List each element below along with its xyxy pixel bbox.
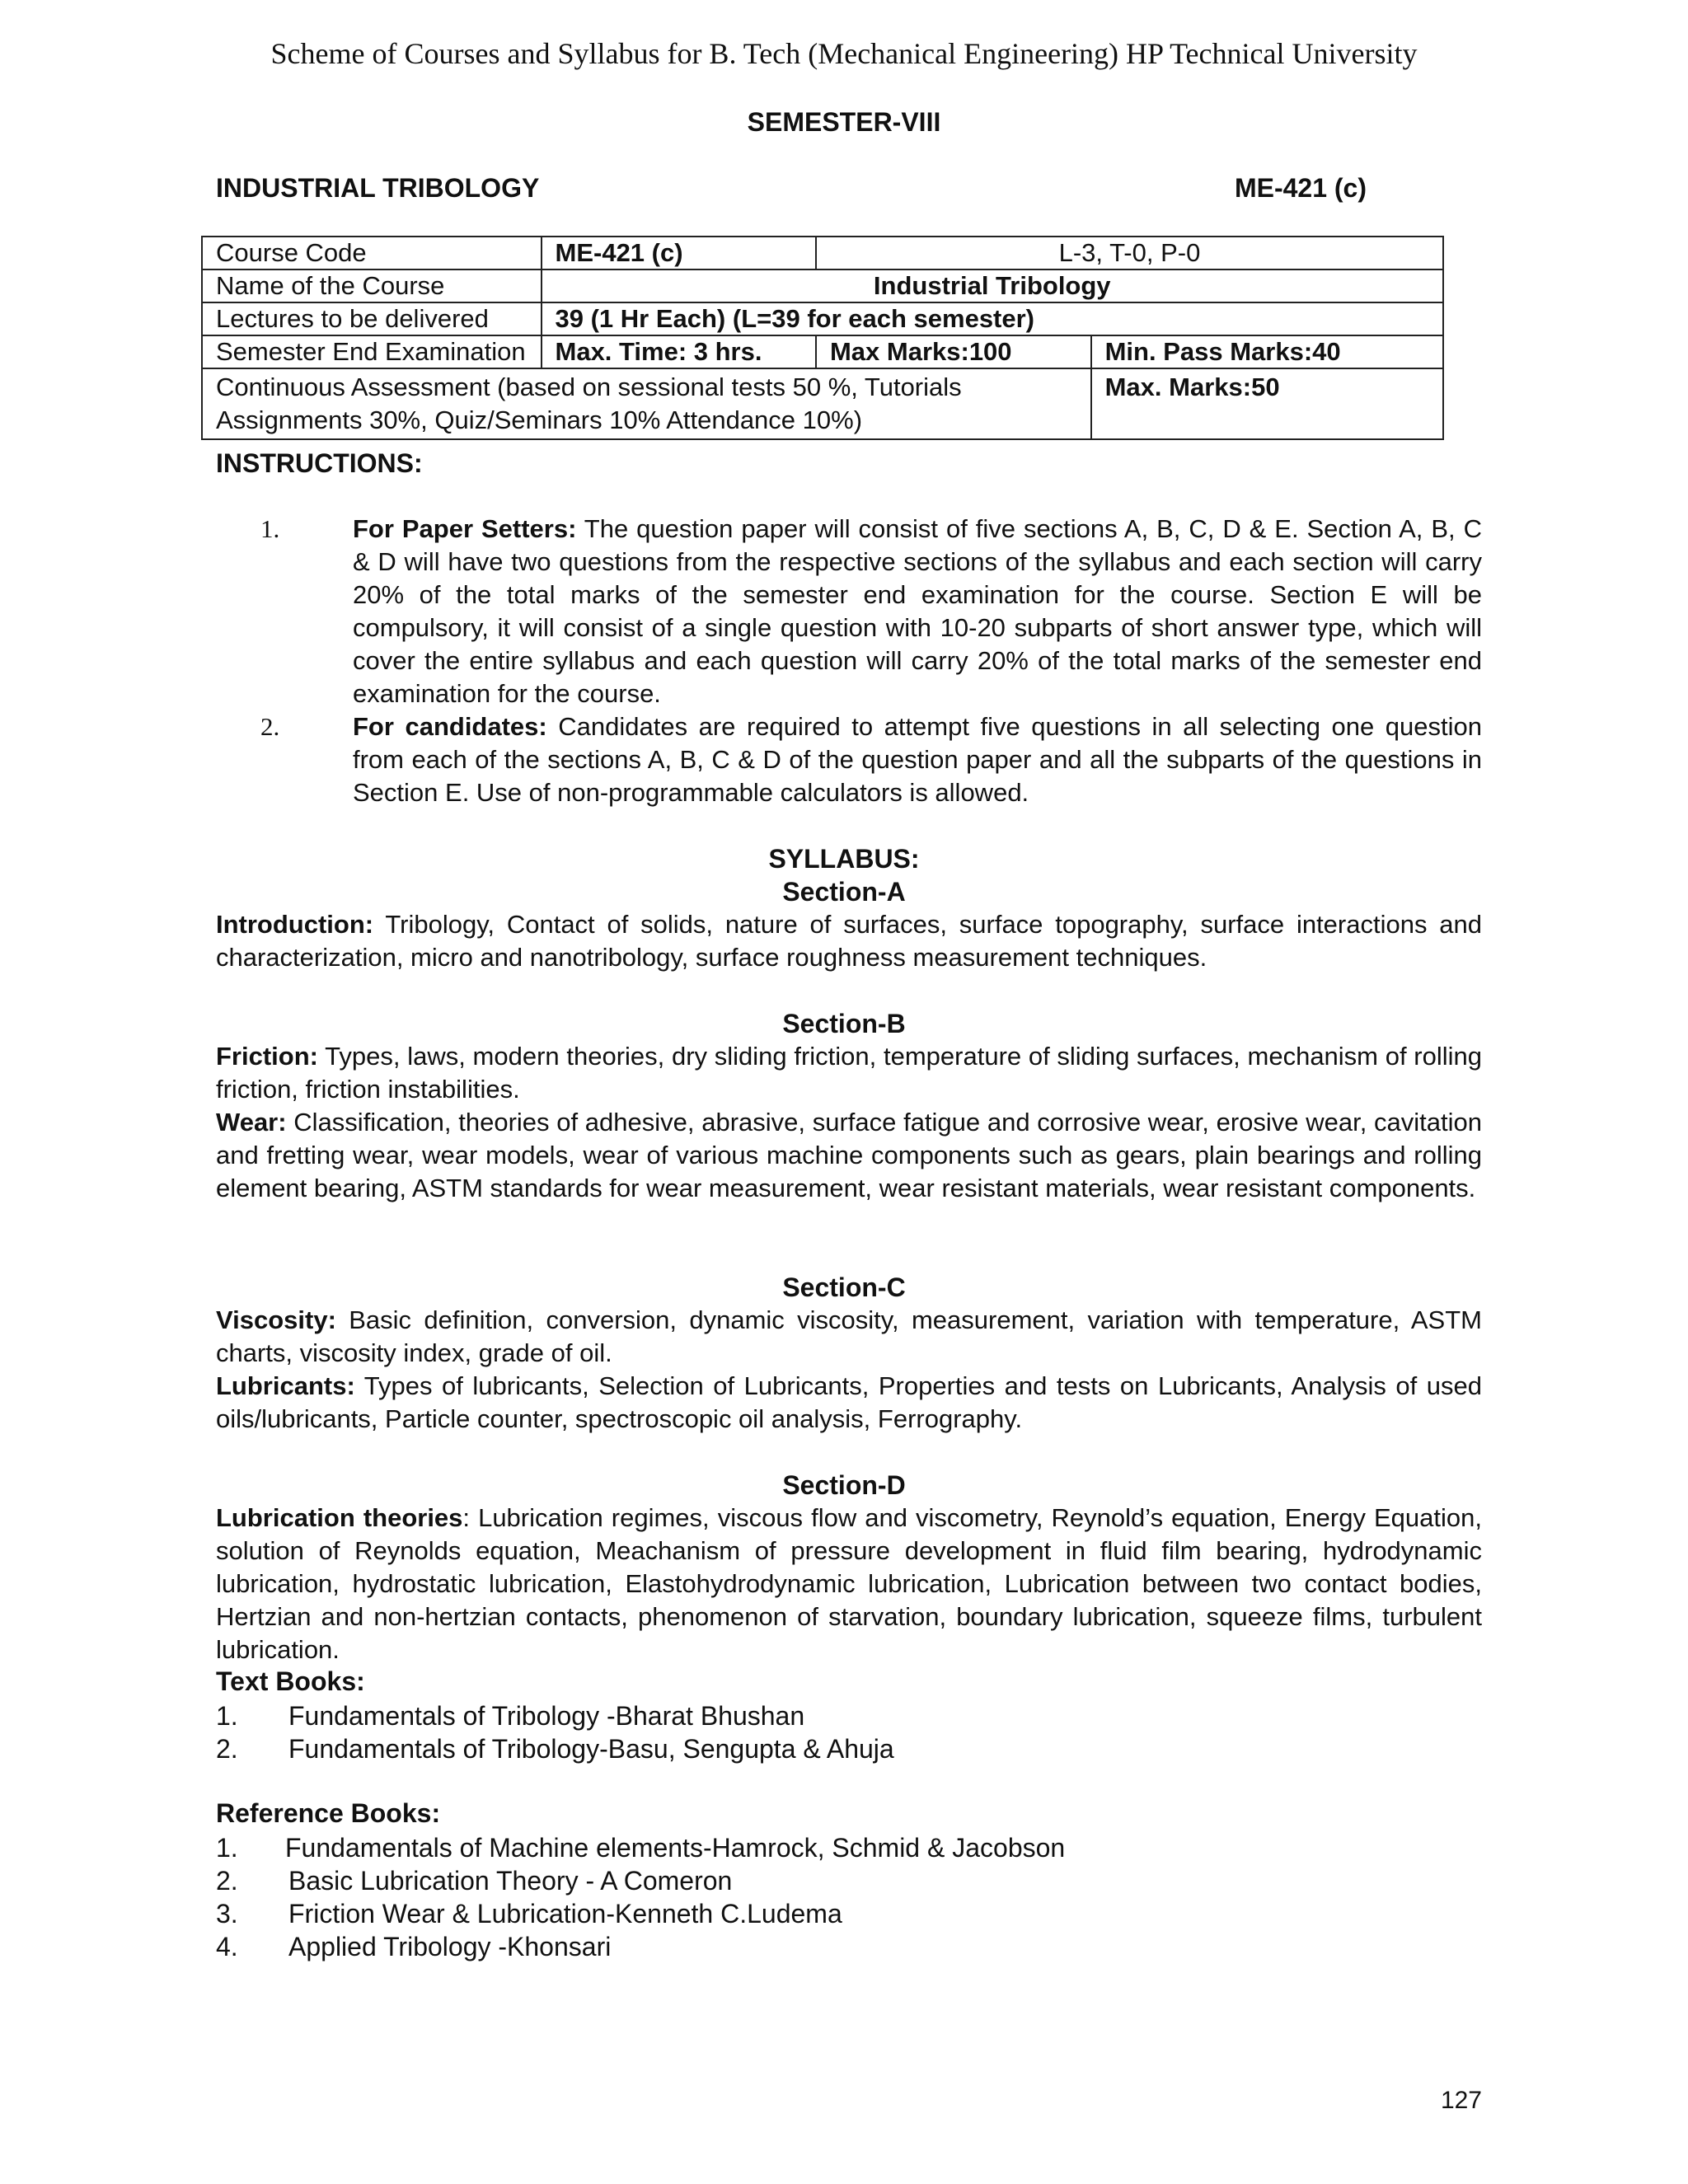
table-cell-assessment: Continuous Assessment (based on sessional tests 50 %, Tutorials Assignments 30%, Quiz/Seminars 10% Attendance 10%) — [202, 368, 1091, 439]
list-item-title: Fundamentals of Machine elements-Hamrock, Schmid & Jacobson — [285, 1833, 1066, 1863]
section-b-friction — [216, 1040, 1482, 1106]
table-cell-course-name: Industrial Tribology — [542, 269, 1444, 302]
list-item-title: Fundamentals of Tribology -Bharat Bhushan — [288, 1701, 805, 1731]
topic-lead: Lubrication theories — [216, 1503, 463, 1532]
semester-heading: SEMESTER-VIII — [747, 107, 941, 137]
list-item-number: 3. — [216, 1899, 238, 1929]
running-header: Scheme of Courses and Syllabus for B. Tech (Mechanical Engineering) HP Technical University — [270, 37, 1418, 70]
section-b-heading: Section-B — [782, 1009, 906, 1038]
topic-text: Types of lubricants, Selection of Lubricants, Properties and tests on Lubricants, Analysis of used oils/lubricants, Particle counter, spectroscopic oil analysis, Ferrography. — [216, 1371, 1482, 1433]
section-c-heading: Section-C — [782, 1272, 906, 1302]
table-row — [202, 302, 1443, 335]
table-cell-label: Course Code — [202, 237, 542, 269]
topic-lead: Introduction: — [216, 910, 374, 939]
list-item-number: 1. — [216, 1833, 238, 1863]
table-row — [202, 237, 1443, 269]
topic-lead: Viscosity: — [216, 1305, 336, 1334]
list-item-title: Basic Lubrication Theory - A Comeron — [288, 1866, 733, 1896]
section-a-heading: Section-A — [782, 877, 906, 907]
topic-text: Tribology, Contact of solids, nature of surfaces, surface topography, surface interactions and characterization, micro and nanotribology, surface roughness measurement techniques. — [216, 910, 1482, 972]
section-c-lubricants — [216, 1370, 1482, 1436]
table-row — [202, 269, 1443, 302]
course-title: INDUSTRIAL TRIBOLOGY — [216, 173, 540, 203]
list-item-title: Friction Wear & Lubrication-Kenneth C.Ludema — [288, 1899, 842, 1929]
instruction-item — [216, 710, 1482, 809]
table-cell-assessment-marks: Max. Marks:50 — [1091, 368, 1443, 439]
table-cell-min-pass: Min. Pass Marks:40 — [1091, 335, 1443, 368]
topic-text: : Lubrication regimes, viscous flow and viscometry, Reynold’s equation, Energy Equation, solution of Reynolds equation, Meachanism of pressure development in fluid film bearing, hydrodynamic lubrication, hydrostatic lubrication, Elastohydrodynamic lubrication, Lubrication between two contact bodies, Hertzian and non-hertzian contacts, phenomenon of starvation, boundary lubrication, squeeze films, turbulent lubrication. — [216, 1503, 1482, 1664]
topic-lead: Friction: — [216, 1042, 318, 1071]
instruction-text: Candidates are required to attempt five questions in all selecting one question from each of the sections A, B, C & D of the question paper and all the subparts of the questions in Section E. Use of non-programmable calculators is allowed. — [353, 712, 1482, 807]
instruction-number: 1. — [260, 514, 280, 543]
text-books-heading: Text Books: — [216, 1666, 365, 1696]
table-cell-lectures: 39 (1 Hr Each) (L=39 for each semester) — [542, 302, 1444, 335]
section-d-lubrication-theories — [216, 1502, 1482, 1666]
list-item-title: Applied Tribology -Khonsari — [288, 1932, 612, 1961]
list-item-number: 2. — [216, 1866, 238, 1896]
table-cell-course-code: ME-421 (c) — [542, 237, 816, 269]
section-a-introduction — [216, 908, 1482, 974]
table-row — [202, 368, 1443, 439]
instruction-number: 2. — [260, 712, 280, 741]
page-number: 127 — [1440, 2087, 1482, 2114]
table-row — [202, 335, 1443, 368]
list-item-title: Fundamentals of Tribology-Basu, Sengupta & Ahuja — [288, 1734, 894, 1764]
instruction-lead: For Paper Setters: — [353, 514, 577, 543]
instruction-text: The question paper will consist of five sections A, B, C, D & E. Section A, B, C & D will have two questions from the respective sections of the syllabus and each section will carry 20% of the total marks of the semester end examination for the course. Section E will be compulsory, it will consist of a single question with 10-20 subparts of short answer type, which will cover the entire syllabus and each question will carry 20% of the total marks of the semester end examination for the course. — [353, 514, 1482, 708]
section-b-wear — [216, 1106, 1482, 1205]
list-item-number: 1. — [216, 1701, 238, 1731]
topic-text: Classification, theories of adhesive, abrasive, surface fatigue and corrosive wear, erosive wear, cavitation and fretting wear, wear models, wear of various machine components such as gears, plain bearings and rolling element bearing, ASTM standards for wear measurement, wear resistant materials, wear resistant components. — [216, 1108, 1482, 1202]
topic-text: Basic definition, conversion, dynamic viscosity, measurement, variation with temperature, ASTM charts, viscosity index, grade of oil. — [216, 1305, 1482, 1367]
section-c-viscosity — [216, 1304, 1482, 1370]
table-cell-ltp: L-3, T-0, P-0 — [816, 237, 1443, 269]
table-cell-label: Lectures to be delivered — [202, 302, 542, 335]
table-cell-max-marks: Max Marks:100 — [816, 335, 1091, 368]
syllabus-heading: SYLLABUS: — [768, 844, 920, 874]
course-code-heading: ME-421 (c) — [1234, 173, 1367, 203]
list-item-number: 2. — [216, 1734, 238, 1764]
instruction-lead: For candidates: — [353, 712, 547, 741]
table-cell-max-time: Max. Time: 3 hrs. — [542, 335, 816, 368]
topic-text: Types, laws, modern theories, dry sliding friction, temperature of sliding surfaces, mechanism of rolling friction, friction instabilities. — [216, 1042, 1482, 1104]
reference-books-heading: Reference Books: — [216, 1798, 441, 1828]
table-cell-label: Semester End Examination — [202, 335, 542, 368]
list-item-number: 4. — [216, 1932, 238, 1961]
course-info-table — [201, 236, 1444, 440]
section-d-heading: Section-D — [782, 1470, 906, 1500]
instructions-heading: INSTRUCTIONS: — [216, 448, 423, 478]
topic-lead: Lubricants: — [216, 1371, 355, 1400]
instruction-item — [216, 513, 1482, 710]
topic-lead: Wear: — [216, 1108, 287, 1137]
table-cell-label: Name of the Course — [202, 269, 542, 302]
